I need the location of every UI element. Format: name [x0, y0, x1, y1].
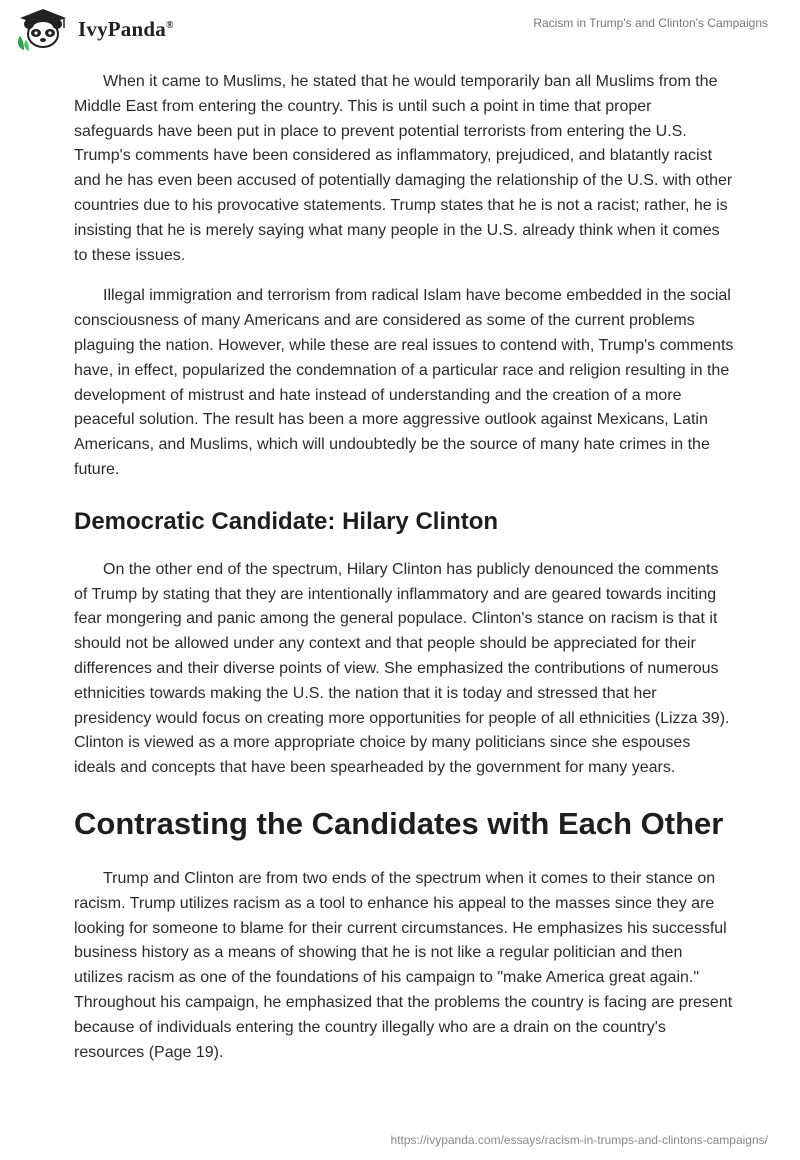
section-heading-clinton: Democratic Candidate: Hilary Clinton [74, 507, 499, 535]
source-url[interactable]: https://ivypanda.com/essays/racism-in-trumps-and-clintons-campaigns/ [390, 1133, 768, 1147]
page-header [0, 0, 800, 60]
paragraph: On the other end of the spectrum, Hilary Clinton has publicly denounced the comments of Trump by stating that they are intentionally inflammatory and are geared towards inciting fear mongering and panic among the general populace. Clinton's stance on racism is that it should not be allowed under any context and that people should be appreciated for their differences and their diverse points of view. She emphasized the contributions of numerous ethnicities towards making the U.S. the nation that it is today and stressed that her presidency would focus on creating more opportunities for people of all ethnicities (Lizza 39). Clinton is viewed as a more appropriate choice by many politicians since she espouses ideals and concepts that have been spearheaded by the government for many years. [74, 560, 730, 777]
document-title: Racism in Trump's and Clinton's Campaigns [533, 16, 768, 30]
paragraph: Illegal immigration and terrorism from radical Islam have become embedded in the social consciousness of many Americans and are considered as some of the current problems plaguing the nation. However, while these are real issues to contend with, Trump's comments have, in effect, popularized the condemnation of a particular race and religion resulting in the development of mistrust and hate instead of understanding and the creation of a more peaceful solution. The result has been a more aggressive outlook against Mexicans, Latin Americans, and Muslims, which will undoubtedly be the source of many hate crimes in the future. [74, 287, 734, 478]
section-heading-contrast: Contrasting the Candidates with Each Other [74, 805, 724, 841]
ivypanda-logo[interactable] [14, 6, 174, 52]
brand-name: IvyPanda® [78, 16, 174, 41]
paragraph: When it came to Muslims, he stated that he would temporarily ban all Muslims from the Middle East from entering the country. This is until such a point in time that proper safeguards have been put in place to prevent potential terrorists from entering the U.S. Trump's comments have been considered as inflammatory, prejudiced, and blatantly racist and he has even been accused of potentially damaging the relationship of the U.S. with other countries due to his provocative statements. Trump states that he is not a racist; rather, he is insisting that he is merely saying what many people in the U.S. already think when it comes to these issues. [74, 73, 733, 264]
panda-graduate-icon [14, 6, 72, 52]
paragraph: Trump and Clinton are from two ends of the spectrum when it comes to their stance on racism. Trump utilizes racism as a tool to enhance his appeal to the masses since they are looking for someone to blame for their current circumstances. He emphasizes his successful business history as a means of showing that he is not like a regular politician and then utilizes racism as one of the foundations of his campaign to "make America great again." Throughout his campaign, he emphasized that the problems the country is facing are present because of individuals entering the country illegally who are a drain on the country's resources (Page 19). [74, 869, 733, 1061]
essay-body [74, 70, 734, 1081]
